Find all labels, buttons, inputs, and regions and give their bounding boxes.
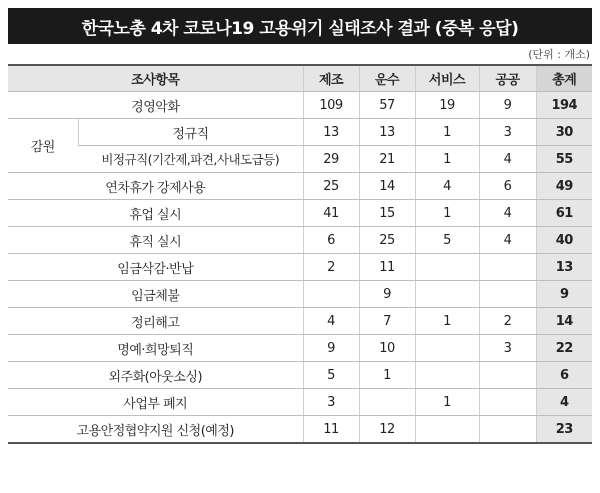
cell-total: 23 — [536, 416, 592, 444]
cell-manufacturing: 9 — [303, 335, 359, 362]
cell-service — [415, 335, 479, 362]
row-label: 정리해고 — [8, 308, 303, 335]
cell-service: 4 — [415, 173, 479, 200]
row-label: 임금체불 — [8, 281, 303, 308]
table-row — [8, 335, 592, 362]
cell-manufacturing: 4 — [303, 308, 359, 335]
table-row — [8, 92, 592, 119]
row-label: 휴업 실시 — [8, 200, 303, 227]
cell-public — [479, 416, 536, 444]
row-label: 휴직 실시 — [8, 227, 303, 254]
table-row — [8, 200, 592, 227]
header-total: 총계 — [536, 65, 592, 92]
cell-service — [415, 362, 479, 389]
row-label: 명예·희망퇴직 — [8, 335, 303, 362]
table-row — [8, 119, 592, 146]
cell-manufacturing — [303, 281, 359, 308]
header-public: 공공 — [479, 65, 536, 92]
cell-transport: 13 — [359, 119, 415, 146]
cell-manufacturing: 25 — [303, 173, 359, 200]
row-label: 정규직 — [78, 119, 303, 146]
cell-public: 2 — [479, 308, 536, 335]
cell-transport — [359, 389, 415, 416]
table-header-row — [8, 65, 592, 92]
table-row — [8, 308, 592, 335]
cell-total: 30 — [536, 119, 592, 146]
row-label: 경영악화 — [8, 92, 303, 119]
row-label: 외주화(아웃소싱) — [8, 362, 303, 389]
cell-public: 3 — [479, 335, 536, 362]
cell-manufacturing: 29 — [303, 146, 359, 173]
table-row — [8, 227, 592, 254]
cell-total: 40 — [536, 227, 592, 254]
cell-service: 19 — [415, 92, 479, 119]
cell-manufacturing: 13 — [303, 119, 359, 146]
cell-manufacturing: 3 — [303, 389, 359, 416]
unit-note: (단위 : 개소) — [528, 48, 590, 61]
cell-transport: 9 — [359, 281, 415, 308]
cell-transport: 15 — [359, 200, 415, 227]
table-row — [8, 416, 592, 444]
cell-manufacturing: 109 — [303, 92, 359, 119]
page-title: 한국노총 4차 코로나19 고용위기 실태조사 결과 (중복 응답) — [8, 8, 592, 44]
cell-manufacturing: 5 — [303, 362, 359, 389]
cell-service: 1 — [415, 308, 479, 335]
cell-transport: 21 — [359, 146, 415, 173]
cell-transport: 57 — [359, 92, 415, 119]
cell-total: 4 — [536, 389, 592, 416]
cell-total: 6 — [536, 362, 592, 389]
header-manufacturing: 제조 — [303, 65, 359, 92]
cell-transport: 7 — [359, 308, 415, 335]
cell-total: 55 — [536, 146, 592, 173]
row-label: 사업부 폐지 — [8, 389, 303, 416]
table-row — [8, 146, 592, 173]
cell-manufacturing: 41 — [303, 200, 359, 227]
cell-service — [415, 254, 479, 281]
cell-transport: 25 — [359, 227, 415, 254]
cell-service: 1 — [415, 146, 479, 173]
row-label: 고용안정협약지원 신청(예정) — [8, 416, 303, 444]
cell-public: 6 — [479, 173, 536, 200]
cell-public — [479, 389, 536, 416]
cell-public: 9 — [479, 92, 536, 119]
cell-total: 14 — [536, 308, 592, 335]
cell-service: 1 — [415, 119, 479, 146]
cell-total: 9 — [536, 281, 592, 308]
cell-total: 22 — [536, 335, 592, 362]
cell-total: 194 — [536, 92, 592, 119]
cell-total: 49 — [536, 173, 592, 200]
cell-manufacturing: 6 — [303, 227, 359, 254]
row-label: 임금삭감·반납 — [8, 254, 303, 281]
header-service: 서비스 — [415, 65, 479, 92]
cell-public — [479, 254, 536, 281]
header-transport: 운수 — [359, 65, 415, 92]
table-row — [8, 254, 592, 281]
cell-public — [479, 362, 536, 389]
cell-service — [415, 416, 479, 444]
cell-service: 1 — [415, 389, 479, 416]
group-label: 감원 — [8, 119, 78, 173]
cell-total: 61 — [536, 200, 592, 227]
cell-public: 3 — [479, 119, 536, 146]
cell-transport: 10 — [359, 335, 415, 362]
cell-public: 4 — [479, 200, 536, 227]
cell-service: 1 — [415, 200, 479, 227]
table-row — [8, 362, 592, 389]
cell-service — [415, 281, 479, 308]
cell-manufacturing: 11 — [303, 416, 359, 444]
row-label: 비정규직(기간제,파견,사내도급등) — [78, 146, 303, 173]
survey-table — [8, 64, 592, 444]
table-row — [8, 281, 592, 308]
cell-public: 4 — [479, 146, 536, 173]
cell-service: 5 — [415, 227, 479, 254]
cell-transport: 1 — [359, 362, 415, 389]
cell-transport: 11 — [359, 254, 415, 281]
cell-transport: 12 — [359, 416, 415, 444]
table-row — [8, 389, 592, 416]
table-row — [8, 173, 592, 200]
cell-total: 13 — [536, 254, 592, 281]
row-label: 연차휴가 강제사용 — [8, 173, 303, 200]
cell-public — [479, 281, 536, 308]
cell-transport: 14 — [359, 173, 415, 200]
cell-public: 4 — [479, 227, 536, 254]
cell-manufacturing: 2 — [303, 254, 359, 281]
header-item: 조사항목 — [8, 65, 303, 92]
